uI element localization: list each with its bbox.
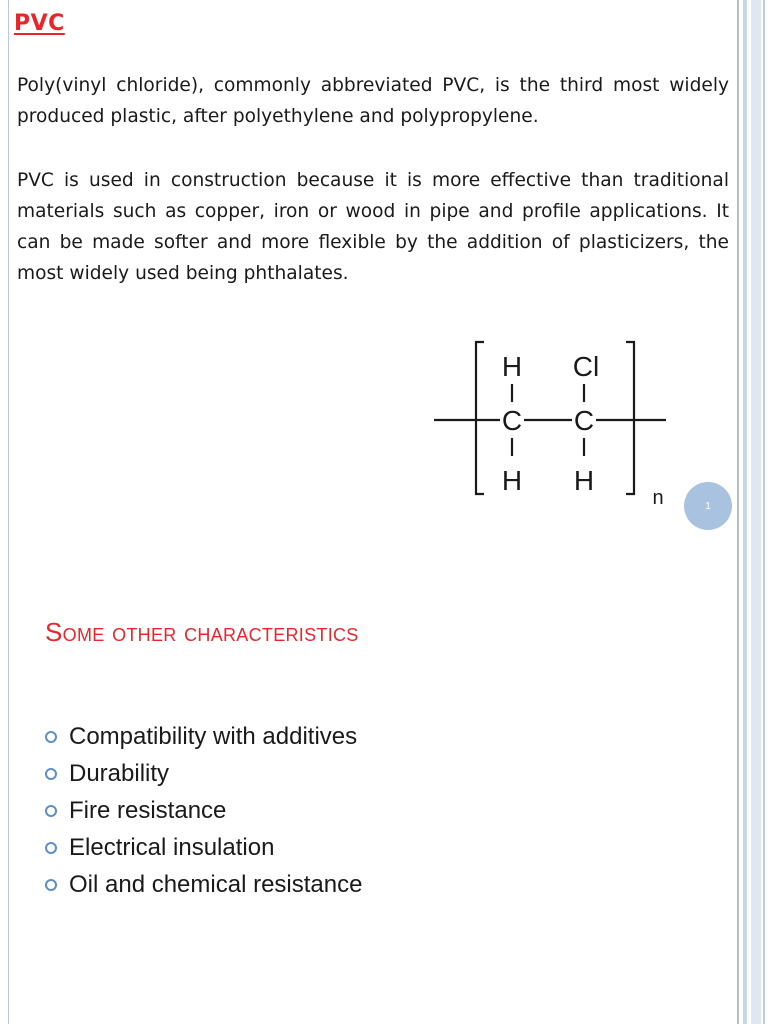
formula-atom-cl: Cl <box>572 351 600 382</box>
construction-paragraph: PVC is used in construction because it is more effective than traditional materials such as copper, iron or wood in pipe and profile applications. It can be made softer and more flexible by the addition of plasticizers, the most widely used being phthalates. <box>17 170 729 284</box>
left-border-line <box>8 0 9 1024</box>
bullet-circle-icon <box>45 768 57 780</box>
formula-atom-c-left: C <box>501 405 523 436</box>
formula-atom-h-top-left: H <box>501 351 523 382</box>
slide-title: PVC <box>14 11 65 36</box>
list-item-label: Compatibility with additives <box>69 722 358 750</box>
list-item <box>45 866 362 903</box>
characteristics-heading: Some other characteristics <box>45 617 359 647</box>
list-item <box>45 755 362 792</box>
bullet-circle-icon <box>45 879 57 891</box>
list-item-label: Durability <box>69 759 170 787</box>
list-item-label: Oil and chemical resistance <box>69 870 363 898</box>
page-number-badge: 1 <box>684 482 732 530</box>
pvc-structural-formula <box>430 338 680 508</box>
characteristics-list <box>45 718 362 903</box>
right-decorative-band <box>737 0 768 1024</box>
list-item-label: Fire resistance <box>69 796 227 824</box>
bullet-circle-icon <box>45 731 57 743</box>
bullet-circle-icon <box>45 842 57 854</box>
intro-paragraph: Poly(vinyl chloride), commonly abbreviated PVC, is the third most widely produced plastic, after polyethylene and polypropylene. <box>17 75 729 127</box>
formula-atom-h-bottom-right: H <box>573 465 595 496</box>
list-item <box>45 829 362 866</box>
formula-atom-h-bottom-left: H <box>501 465 523 496</box>
list-item <box>45 792 362 829</box>
formula-atom-c-right: C <box>573 405 595 436</box>
list-item-label: Electrical insulation <box>69 833 275 861</box>
list-item <box>45 718 362 755</box>
formula-subscript-n: n <box>652 487 664 508</box>
bullet-circle-icon <box>45 805 57 817</box>
